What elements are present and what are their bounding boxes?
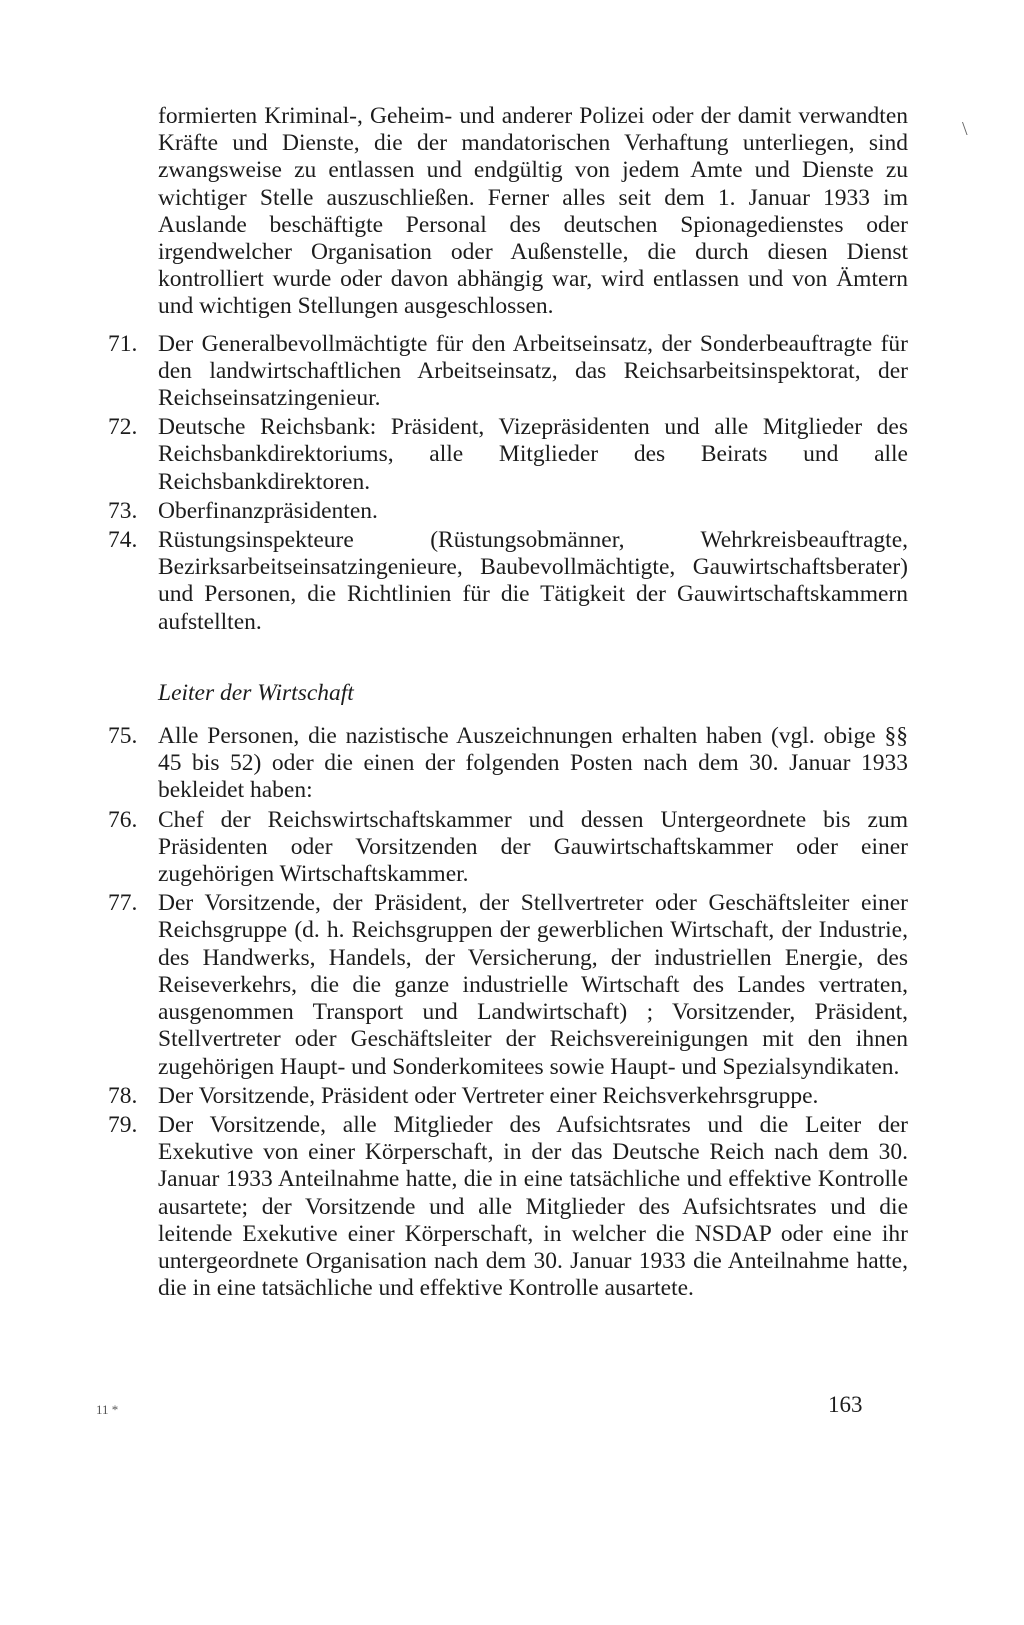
item-number: 75.: [108, 723, 138, 750]
item-text: Der Vorsitzende, alle Mitglieder des Aufsichtsrates und die Leiter der Exekutive von einer Körperschaft, in der das Deutsche Reich nach dem 30. Januar 1933 Anteilnahme hatte, die in eine tatsächliche und effektive Kontrolle ausartete; der Vorsitzende und alle Mitglieder des Aufsichtsrates und die leitende Exekutive einer Körperschaft, in welcher die NSDAP oder eine ihr untergeordnete Organisation nach dem 30. Januar 1933 die Anteilnahme hatte, die in eine tatsächliche und effektive Kontrolle ausartete.: [158, 1111, 908, 1302]
list-item-77: [108, 890, 908, 1080]
list-item-79: [108, 1112, 908, 1302]
item-text: Der Vorsitzende, der Präsident, der Stellvertreter oder Geschäftsleiter einer Reichsgruppe (d. h. Reichsgruppen der gewerblichen Wirtschaft, der Industrie, des Handwerks, Handels, der Versicherung, der industriellen Energie, des Reiseverkehrs, die die ganze industrielle Wirtschaft des Landes vertraten, ausgenommen Transport und Landwirtschaft) ; Vorsitzender, Präsident, Stellvertreter oder Geschäftsleiter der Reichsvereinigungen mit den ihnen zugehörigen Haupt- und Sonderkomitees sowie Haupt- und Spezialsyndikaten.: [158, 890, 908, 1080]
item-number: 73.: [108, 497, 138, 524]
item-text: Alle Personen, die nazistische Auszeichnungen erhalten haben (vgl. obige §§ 45 bis 52) oder die einen der folgenden Posten nach dem 30. Januar 1933 bekleidet haben:: [158, 723, 908, 804]
list-item-72: [108, 414, 908, 496]
item-text: Rüstungsinspekteure (Rüstungsobmänner, Wehrkreisbeauftragte, Bezirksarbeitseinsatzingenieure, Baubevollmächtigte, Gauwirtschaftsberater) und Personen, die Richtlinien für die Tätigkeit der Gauwirtschaftskammern aufstellten.: [158, 527, 908, 635]
list-item-76: [108, 807, 908, 889]
intro-paragraph: formierten Kriminal-, Geheim- und anderer Polizei oder der damit verwandten Kräfte und Dienste, die der mandatorischen Verhaftung unterliegen, sind zwangsweise zu entlassen und endgültig von jedem Amte und Dienste zu wichtiger Stelle auszuschließen. Ferner alles seit dem 1. Januar 1933 im Auslande beschäftigte Personal des deutschen Spionagedienstes oder irgendwelcher Organisation oder Außenstelle, die durch diesen Dienst kontrolliert wurde oder davon abhängig war, wird entlassen und von Ämtern und wichtigen Stellungen ausgeschlossen.: [158, 103, 908, 320]
item-text: Oberfinanzpräsidenten.: [158, 497, 378, 524]
item-text: Deutsche Reichsbank: Präsident, Vizepräsidenten und alle Mitglieder des Reichsbankdirektoriums, alle Mitglieder des Beirats und alle Reichsbankdirektoren.: [158, 414, 908, 495]
item-number: 79.: [108, 1111, 138, 1138]
section-heading: Leiter der Wirtschaft: [158, 679, 354, 706]
item-text: Der Generalbevollmächtigte für den Arbeitseinsatz, der Sonderbeauftragte für den landwirtschaftlichen Arbeitseinsatz, das Reichsarbeitsinspektorat, der Reichseinsatzingenieur.: [158, 330, 908, 412]
margin-mark: \: [962, 118, 968, 140]
main-text-block: [108, 103, 908, 1304]
list-item-75: [108, 723, 908, 805]
list-item-78: [108, 1083, 908, 1110]
item-number: 71.: [108, 330, 138, 357]
list-item-73: [108, 498, 908, 525]
item-text: Der Vorsitzende, Präsident oder Vertreter einer Reichsverkehrsgruppe.: [158, 1082, 819, 1109]
item-number: 72.: [108, 414, 138, 441]
item-number: 76.: [108, 806, 138, 833]
list-item-74: [108, 527, 908, 636]
item-number: 74.: [108, 527, 138, 554]
list-item-71: [108, 331, 908, 413]
item-number: 78.: [108, 1082, 138, 1109]
item-text: Chef der Reichswirtschaftskammer und dessen Untergeordnete bis zum Präsidenten oder Vorsitzenden der Gauwirtschaftskammer oder einer zugehörigen Wirtschaftskammer.: [158, 806, 908, 888]
sheet-signature: 11 *: [96, 1402, 119, 1417]
item-number: 77.: [108, 890, 138, 917]
page-number: 163: [828, 1392, 863, 1417]
